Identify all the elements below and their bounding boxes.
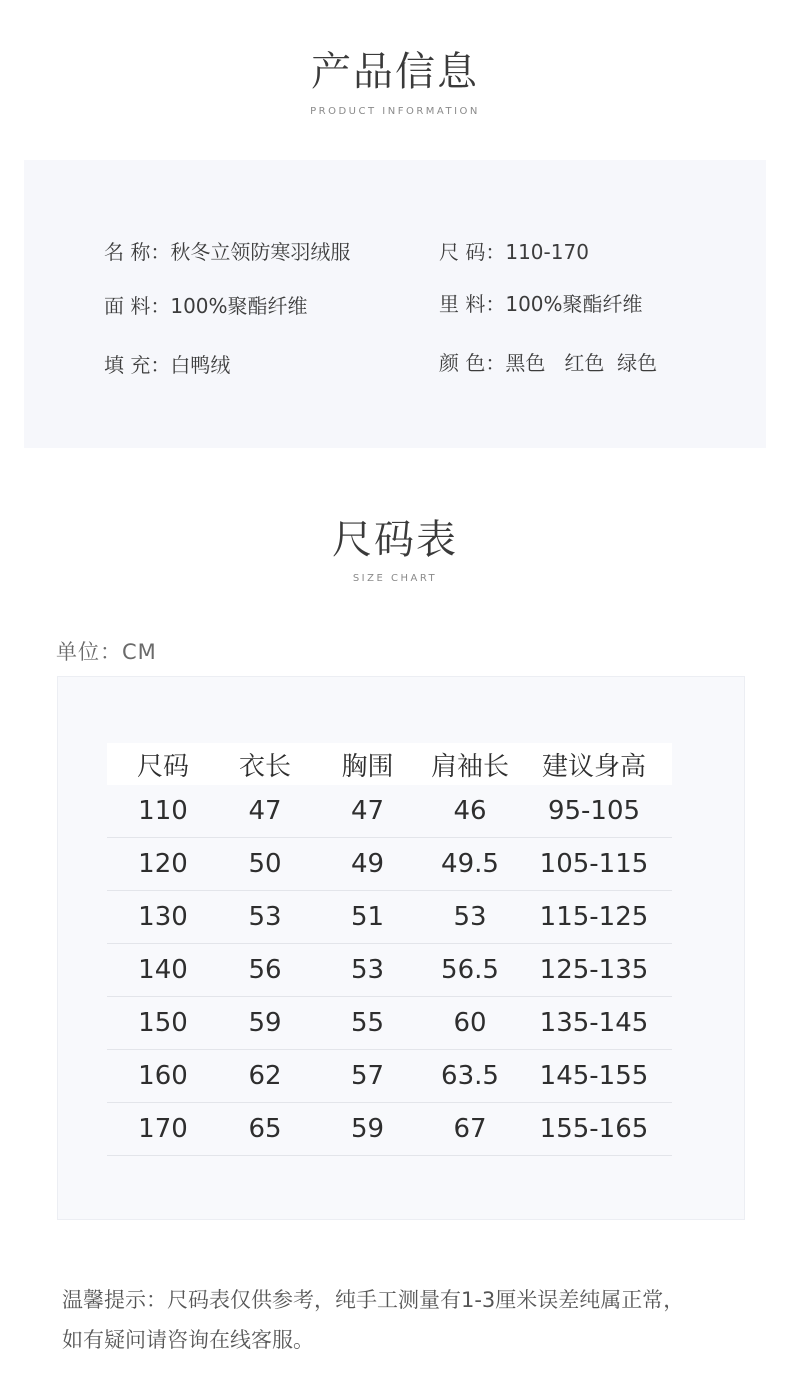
table-cell: 55	[350, 1008, 385, 1038]
info-field-name	[104, 236, 350, 265]
table-cell: 115-125	[539, 902, 649, 932]
unit-label: 单位：CM	[56, 640, 157, 664]
table-cell: 95-105	[547, 796, 641, 826]
info-field-size	[439, 236, 589, 265]
info-field-value: 100%聚酯纤维	[505, 292, 643, 316]
column-header: 衣长	[238, 751, 291, 782]
size-table	[107, 743, 672, 1156]
info-field-label: 填 充：	[104, 353, 171, 377]
info-field-value: 秋冬立领防寒羽绒服	[170, 240, 351, 264]
table-cell: 120	[138, 849, 188, 879]
column-header: 胸围	[341, 751, 394, 782]
table-cell: 46	[453, 796, 487, 826]
table-cell: 50	[248, 849, 282, 879]
table-cell: 140	[138, 955, 188, 985]
table-cell: 62	[248, 1061, 282, 1091]
info-field-value: 白鸭绒	[170, 353, 231, 377]
table-cell: 155-165	[539, 1114, 649, 1144]
table-cell: 53	[350, 955, 385, 985]
product-info-panel	[24, 160, 766, 448]
info-field-label: 面 料：	[104, 294, 171, 318]
size-chart-title: 尺码表	[332, 517, 458, 563]
size-chart-subtitle: SIZE CHART	[352, 573, 438, 584]
info-field-fabric	[104, 290, 308, 319]
table-cell: 59	[248, 1008, 282, 1038]
product-info-title: 产品信息	[311, 49, 479, 95]
table-cell: 47	[248, 796, 282, 826]
table-row	[107, 838, 672, 891]
info-field-color	[439, 347, 657, 376]
product-info-subtitle: PRODUCT INFORMATION	[310, 106, 480, 117]
table-cell: 130	[138, 902, 188, 932]
table-cell: 63.5	[441, 1061, 499, 1091]
table-cell: 57	[350, 1061, 385, 1091]
table-cell: 145-155	[539, 1061, 649, 1091]
column-header: 建议身高	[541, 751, 646, 782]
table-cell: 135-145	[539, 1008, 649, 1038]
table-cell: 47	[350, 796, 385, 826]
info-field-value: 110-170	[505, 240, 589, 264]
table-cell: 170	[138, 1114, 188, 1144]
column-header: 肩袖长	[430, 751, 509, 782]
table-cell: 60	[453, 1008, 487, 1038]
table-header-row	[107, 743, 672, 785]
table-cell: 125-135	[539, 955, 649, 985]
info-field-value: 黑色 红色 绿色	[505, 351, 658, 375]
info-field-label: 名 称：	[104, 240, 171, 264]
info-field-filling	[104, 349, 230, 378]
table-cell: 65	[248, 1114, 282, 1144]
table-cell: 53	[453, 902, 487, 932]
table-cell: 105-115	[539, 849, 649, 879]
table-row	[107, 891, 672, 944]
table-cell: 110	[138, 796, 188, 826]
table-cell: 49	[350, 849, 385, 879]
table-cell: 150	[138, 1008, 188, 1038]
table-row	[107, 785, 672, 838]
info-field-lining	[439, 288, 643, 317]
column-header: 尺码	[136, 751, 189, 782]
table-cell: 51	[350, 902, 385, 932]
info-field-label: 颜 色：	[439, 351, 506, 375]
table-cell: 53	[248, 902, 282, 932]
table-cell: 56.5	[441, 955, 499, 985]
table-row	[107, 1103, 672, 1156]
table-cell: 160	[138, 1061, 188, 1091]
table-row	[107, 944, 672, 997]
note-line-2: 如有疑问请咨询在线客服。	[62, 1328, 314, 1352]
info-field-value: 100%聚酯纤维	[170, 294, 308, 318]
table-cell: 67	[453, 1114, 487, 1144]
table-cell: 59	[350, 1114, 385, 1144]
table-row	[107, 1050, 672, 1103]
table-row	[107, 997, 672, 1050]
table-cell: 49.5	[441, 849, 499, 879]
table-cell: 56	[248, 955, 282, 985]
info-field-label: 尺 码：	[439, 240, 506, 264]
info-field-label: 里 料：	[439, 292, 506, 316]
note-line-1: 温馨提示：尺码表仅供参考，纯手工测量有1-3厘米误差纯属正常，	[62, 1288, 685, 1312]
